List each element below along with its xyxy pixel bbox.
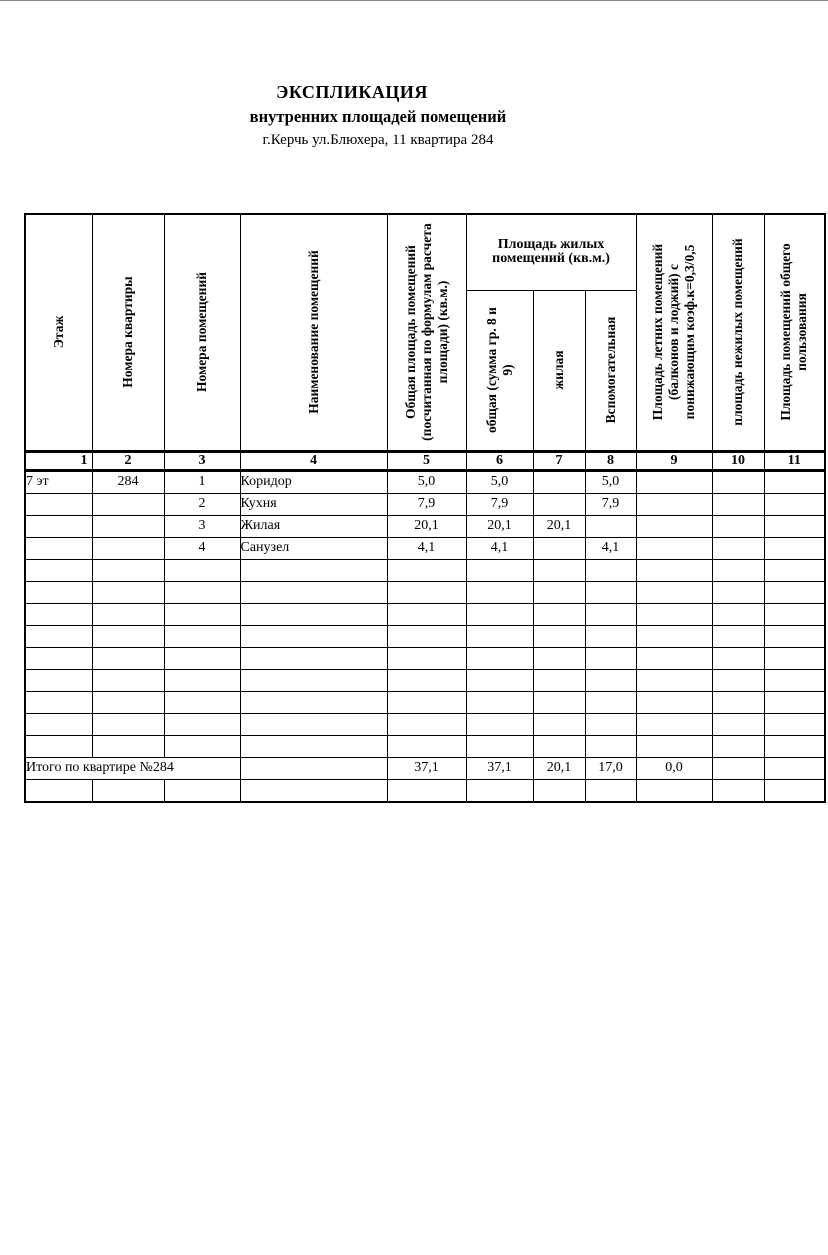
cell-living-total: 5,0: [466, 470, 533, 493]
cell-summer: [636, 493, 712, 515]
cell-total-area: 5,0: [387, 470, 466, 493]
summary-auxiliary: 17,0: [585, 757, 636, 779]
cell-summer: [636, 537, 712, 559]
empty-row: [25, 713, 825, 735]
cell-total-area: 7,9: [387, 493, 466, 515]
cell-room-name: Санузел: [240, 537, 387, 559]
cell-common: [764, 493, 825, 515]
empty-row: [25, 581, 825, 603]
cell-living: [533, 537, 585, 559]
empty-row: [25, 669, 825, 691]
cell-living-total: 4,1: [466, 537, 533, 559]
cell-common: [764, 470, 825, 493]
cell-non-living: [712, 493, 764, 515]
cell-summer: [636, 470, 712, 493]
column-number: 3: [164, 451, 240, 470]
summary-label: Итого по квартире №284: [25, 757, 240, 779]
col-header-floor: Этаж: [25, 214, 92, 451]
cell-room-name: Жилая: [240, 515, 387, 537]
column-number-row: [25, 451, 825, 470]
empty-row: [25, 779, 825, 802]
col-header-room-no: Номера помещений: [164, 214, 240, 451]
cell-common: [764, 515, 825, 537]
column-number: 5: [387, 451, 466, 470]
cell-apartment-no: [92, 493, 164, 515]
col-header-living: жилая: [533, 290, 585, 451]
column-number: 9: [636, 451, 712, 470]
summary-summer: 0,0: [636, 757, 712, 779]
cell-room-name: Коридор: [240, 470, 387, 493]
table-row: [25, 493, 825, 515]
cell-room-name: Кухня: [240, 493, 387, 515]
column-number: 11: [764, 451, 825, 470]
empty-row: [25, 559, 825, 581]
col-header-room-name: Наименование помещений: [240, 214, 387, 451]
cell-room-no: 2: [164, 493, 240, 515]
top-rule: [0, 0, 828, 1]
cell-apartment-no: [92, 515, 164, 537]
cell-room-no: 4: [164, 537, 240, 559]
cell-apartment-no: [92, 537, 164, 559]
cell-auxiliary: 4,1: [585, 537, 636, 559]
col-header-total-area: Общая площадь помещений (посчитанная по формулам расчета площади) (кв.м.): [387, 214, 466, 451]
empty-row: [25, 735, 825, 757]
cell-total-area: 20,1: [387, 515, 466, 537]
column-number: 10: [712, 451, 764, 470]
col-header-living-total: общая (сумма гр. 8 и 9): [466, 290, 533, 451]
document-address: г.Керчь ул.Блюхера, 11 квартира 284: [262, 132, 494, 148]
col-header-apartment-no: Номера квартиры: [92, 214, 164, 451]
cell-auxiliary: 7,9: [585, 493, 636, 515]
document-subtitle: внутренних площадей помещений: [249, 107, 507, 126]
col-header-common: Площадь помещений общего пользования: [764, 214, 825, 451]
column-number: 8: [585, 451, 636, 470]
cell-room-no: 3: [164, 515, 240, 537]
cell-living: [533, 493, 585, 515]
column-number: 6: [466, 451, 533, 470]
cell-floor: [25, 537, 92, 559]
cell-floor: [25, 493, 92, 515]
cell-auxiliary: 5,0: [585, 470, 636, 493]
summary-total-area: 37,1: [387, 757, 466, 779]
cell-non-living: [712, 470, 764, 493]
table-row: [25, 537, 825, 559]
col-header-non-living: площадь нежилых помещений: [712, 214, 764, 451]
column-number: 4: [240, 451, 387, 470]
col-header-summer: Площадь летних помещений (балконов и лоджий) с понижающим коэф.к=0,3/0,5: [636, 214, 712, 451]
table-row: [25, 515, 825, 537]
cell-common: [764, 537, 825, 559]
table-row: [25, 470, 825, 493]
cell-auxiliary: [585, 515, 636, 537]
empty-row: [25, 603, 825, 625]
summary-living-total: 37,1: [466, 757, 533, 779]
empty-row: [25, 647, 825, 669]
empty-row: [25, 691, 825, 713]
cell-non-living: [712, 537, 764, 559]
cell-living: [533, 470, 585, 493]
column-number: 2: [92, 451, 164, 470]
document-title: ЭКСПЛИКАЦИЯ: [276, 82, 428, 102]
explication-table: [24, 213, 826, 803]
cell-non-living: [712, 515, 764, 537]
cell-living-total: 7,9: [466, 493, 533, 515]
cell-living: 20,1: [533, 515, 585, 537]
cell-floor: [25, 515, 92, 537]
column-number: 1: [25, 451, 92, 470]
column-number: 7: [533, 451, 585, 470]
empty-row: [25, 625, 825, 647]
cell-apartment-no: 284: [92, 470, 164, 493]
summary-living: 20,1: [533, 757, 585, 779]
cell-living-total: 20,1: [466, 515, 533, 537]
cell-room-no: 1: [164, 470, 240, 493]
cell-total-area: 4,1: [387, 537, 466, 559]
cell-summer: [636, 515, 712, 537]
cell-floor: 7 эт: [25, 470, 92, 493]
col-header-auxiliary: Вспомогательная: [585, 290, 636, 451]
col-header-living-group: Площадь жилых помещений (кв.м.): [466, 214, 636, 290]
summary-row: [25, 757, 825, 779]
